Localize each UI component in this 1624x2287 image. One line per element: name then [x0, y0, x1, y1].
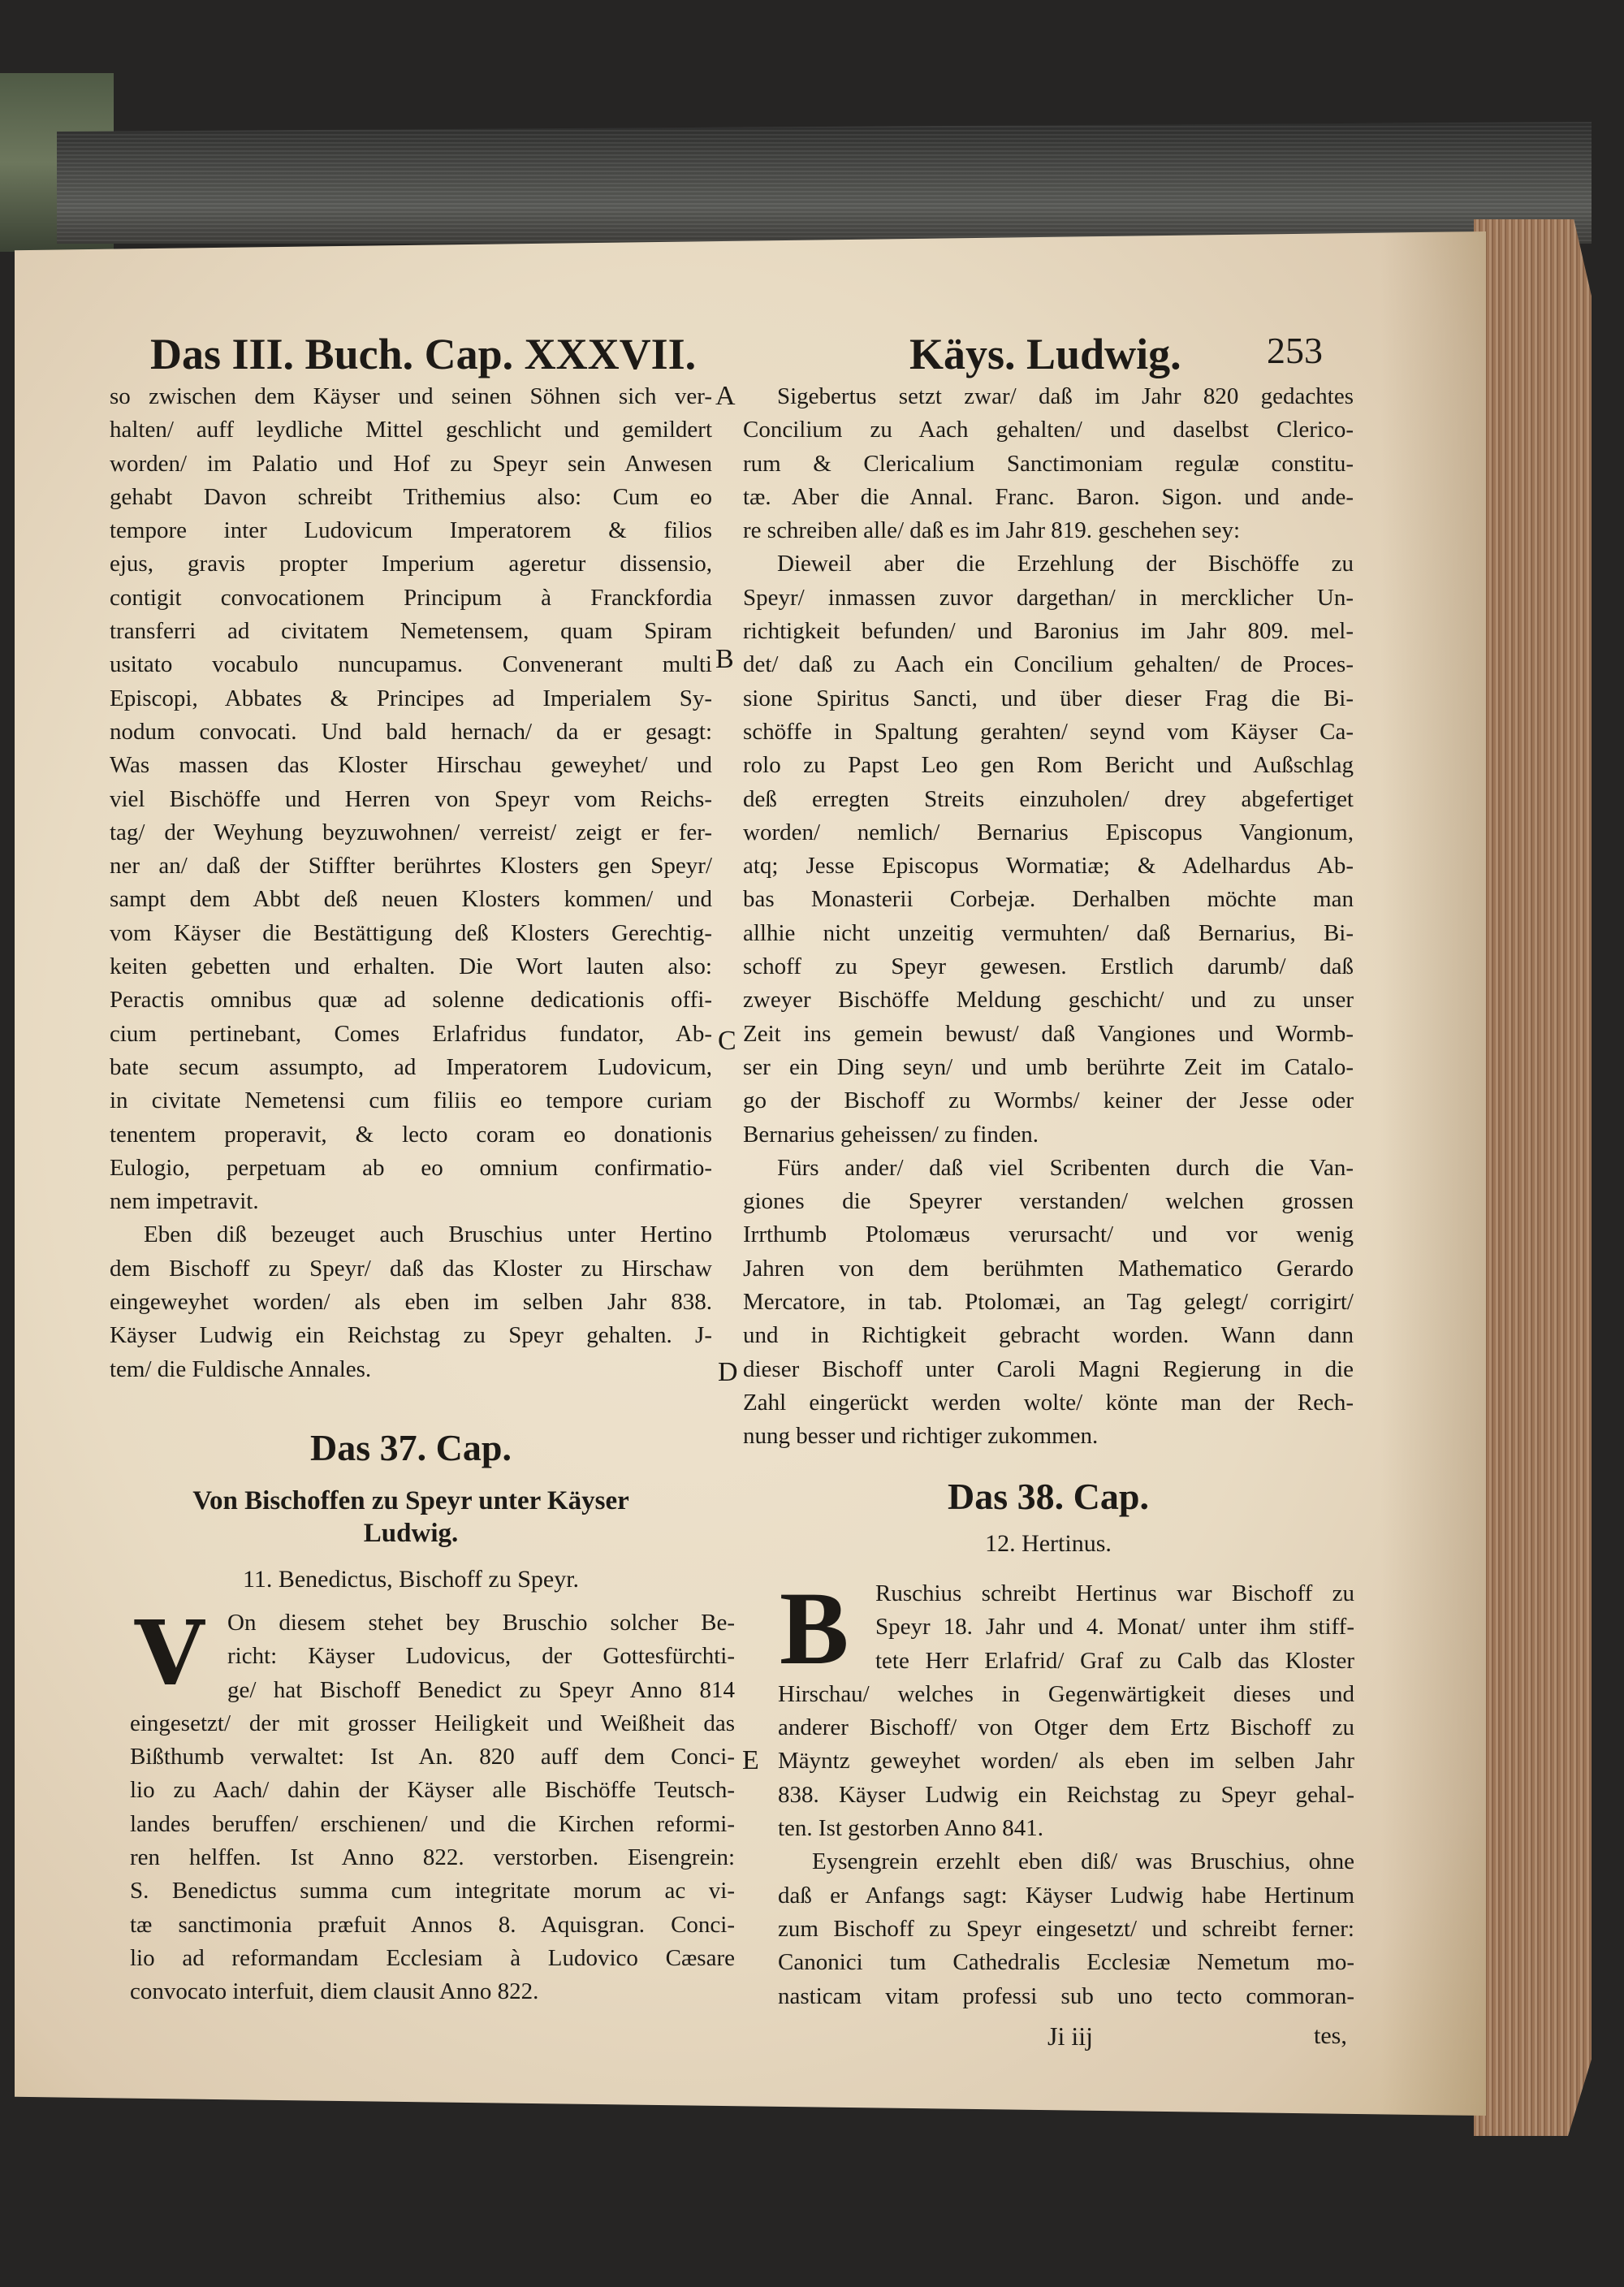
text-line: Mäyntz geweyhet worden/ als eben im selben Jahr [778, 1748, 1354, 1775]
text-line: Zeit ins gemein bewust/ daß Vangiones und Wormb- [743, 1020, 1354, 1047]
left-column-text [110, 380, 712, 1386]
text-line: go der Bischoff zu Wormbs/ keiner der Jesse oder [743, 1087, 1354, 1114]
text-line: daß er Anfangs sagt: Käyser Ludwig habe Hertinum [778, 1882, 1354, 1909]
page-number: 253 [1267, 330, 1323, 371]
text-line: deß erregten Streits einzuholen/ drey abgefertiget [743, 785, 1354, 812]
text-line: sampt dem Abbt deß neuen Klosters kommen/ und [110, 886, 712, 913]
margin-letter-e: E [742, 1745, 759, 1775]
text-line: viel Bischöffe und Herren von Speyr vom Reichs- [110, 785, 712, 812]
text-line: S. Benedictus summa cum integritate morum ac vi- [130, 1878, 735, 1904]
text-line: Zahl eingerückt werden wolte/ könte man der Rech- [743, 1389, 1354, 1416]
text-line: zum Bischoff zu Speyr eingesetzt/ und schreibt ferner: [778, 1915, 1354, 1942]
chapter-38-title: Das 38. Cap. [948, 1476, 1149, 1517]
text-line: ren helffen. Ist Anno 822. verstorben. Eisengrein: [130, 1844, 735, 1871]
drop-cap-b: B [780, 1571, 849, 1686]
text-line: usitato vocabulo nuncupamus. Convenerant multi [110, 651, 712, 678]
text-line: halten/ auff leydliche Mittel geschlicht und gemildert [110, 417, 712, 443]
text-line: Dieweil aber die Erzehlung der Bischöffe zu [777, 551, 1354, 577]
text-line: Bißthumb verwaltet: Ist An. 820 auff dem Conci- [130, 1744, 735, 1770]
text-line: ge/ hat Bischoff Benedict zu Speyr Anno 814 [227, 1676, 735, 1703]
text-line: Was massen das Kloster Hirschau geweyhet/ und [110, 752, 712, 779]
text-line: det/ daß zu Aach ein Concilium gehalten/ de Proces- [743, 651, 1354, 678]
text-line: gehabt Davon schreibt Trithemius also: Cum eo [110, 483, 712, 510]
margin-letter-a: A [715, 381, 736, 411]
catchword: tes, [1314, 2022, 1347, 2049]
text-line: Canonici tum Cathedralis Ecclesiæ Nemetum mo- [778, 1949, 1354, 1976]
text-line: Concilium zu Aach gehalten/ und daselbst Clerico- [743, 417, 1354, 443]
text-line: ten. Ist gestorben Anno 841. [778, 1815, 1044, 1842]
margin-letter-b: B [715, 644, 734, 674]
text-line: Peractis omnibus quæ ad solenne dedicationis offi- [110, 987, 712, 1014]
text-line: anderer Bischoff/ von Otger dem Ertz Bischoff zu [778, 1714, 1354, 1741]
drop-cap-v: V [135, 1601, 205, 1706]
chapter-37-title: Das 37. Cap. [310, 1427, 512, 1468]
text-line: dieser Bischoff unter Caroli Magni Regierung in die [743, 1355, 1354, 1382]
text-line: Eulogio, perpetuam ab eo omnium confirmatio- [110, 1154, 712, 1181]
margin-letter-d: D [718, 1357, 738, 1387]
text-line: Hirschau/ welches in Gegenwärtigkeit dieses und [778, 1680, 1354, 1707]
text-line: Ruschius schreibt Hertinus war Bischoff zu [875, 1580, 1354, 1606]
text-line: schoff zu Speyr gewesen. Erstlich darumb/ daß [743, 953, 1354, 980]
text-line: zweyer Bischöffe Meldung geschicht/ und zu unser [743, 987, 1354, 1014]
text-line: rum & Clericalium Sanctimoniam regulæ constitu- [743, 450, 1354, 477]
text-line: Eysengrein erzehlt eben diß/ was Bruschius, ohne [812, 1848, 1354, 1875]
text-line: 838. Käyser Ludwig ein Reichstag zu Speyr gehal- [778, 1781, 1354, 1808]
chapter-37-text [130, 1601, 735, 2009]
text-line: eingeweyhet worden/ als eben im selben Jahr 838. [110, 1289, 712, 1316]
text-line: dem Bischoff zu Speyr/ daß das Kloster zu Hirschaw [110, 1255, 712, 1282]
text-line: landes beruffen/ erschienen/ und die Kirchen reformi- [130, 1810, 735, 1837]
text-line: Fürs ander/ daß viel Scribenten durch die Van- [777, 1154, 1354, 1181]
text-line: On diesem stehet bey Bruschio solcher Be- [227, 1610, 735, 1636]
text-line: lio ad reformandam Ecclesiam à Ludovico Cæsare [130, 1944, 735, 1971]
text-line: contigit convocationem Principum à Franckfordia [110, 584, 712, 611]
text-line: sione Spiritus Sancti, und über dieser Frag die Bi- [743, 685, 1354, 711]
text-line: Irrthumb Ptolomæus verursacht/ und vor wenig [743, 1221, 1354, 1248]
text-line: nung besser und richtiger zukommen. [743, 1423, 1099, 1450]
text-line: Sigebertus setzt zwar/ daß im Jahr 820 gedachtes [777, 383, 1354, 409]
text-line: atq; Jesse Episcopus Wormatiæ; & Adelhardus Ab- [743, 853, 1354, 880]
text-line: tæ sanctimonia præfuit Annos 8. Aquisgran. Conci- [130, 1911, 735, 1938]
text-line: ejus, gravis propter Imperium ageretur dissensio, [110, 551, 712, 577]
chapter-37-subtitle-cont: Ludwig. [363, 1519, 459, 1548]
signature-mark: Ji iij [1047, 2021, 1094, 2051]
text-line: in civitate Nemetensi cum filiis eo tempore curiam [110, 1087, 712, 1114]
text-line: so zwischen dem Käyser und seinen Söhnen sich ver- [110, 383, 712, 409]
text-line: tag/ der Weyhung beyzuwohnen/ verreist/ zeigt er fer- [110, 819, 712, 845]
text-line: Jahren von dem berühmten Mathematico Gerardo [743, 1255, 1354, 1282]
chapter-38-text [778, 1571, 1354, 2013]
text-line: worden/ nemlich/ Bernarius Episcopus Vangionum, [743, 819, 1354, 845]
text-line: Mercatore, in tab. Ptolomæi, an Tag gelegt/ corrigirt/ [743, 1289, 1354, 1316]
text-line: nodum convocati. Und bald hernach/ da er gesagt: [110, 718, 712, 745]
text-line: lio zu Aach/ dahin der Käyser alle Bischöffe Teutsch- [130, 1777, 735, 1804]
text-line: transferri ad civitatem Nemetensem, quam Spiram [110, 618, 712, 645]
text-line: bas Monasterii Corbejæ. Derhalben möchte man [743, 886, 1354, 913]
text-line: keiten gebetten und erhalten. Die Wort lauten also: [110, 953, 712, 980]
text-line: Speyr 18. Jahr und 4. Monat/ unter ihm stiff- [875, 1614, 1354, 1641]
margin-letter-c: C [718, 1026, 736, 1056]
text-line: eingesetzt/ der mit grosser Heiligkeit und Weißheit das [130, 1710, 735, 1736]
text-line: convocato interfuit, diem clausit Anno 822. [130, 1978, 539, 2005]
text-line: richtigkeit befunden/ und Baronius im Jahr 809. mel- [743, 618, 1354, 645]
text-line: worden/ im Palatio und Hof zu Speyr sein Anwesen [110, 450, 712, 477]
text-line: rolo zu Papst Leo gen Rom Bericht und Außschlag [743, 752, 1354, 779]
book-top-edge [57, 122, 1592, 244]
text-line: vom Käyser die Bestättigung deß Klosters Gerechtig- [110, 919, 712, 946]
text-line: Bernarius geheissen/ zu finden. [743, 1121, 1039, 1148]
text-line: giones die Speyrer verstanden/ welchen grossen [743, 1188, 1354, 1215]
text-line: cium pertinebant, Comes Erlafridus fundator, Ab- [110, 1020, 712, 1047]
text-line: ser ein Ding seyn/ und umb berührte Zeit im Catalo- [743, 1053, 1354, 1080]
chapter-37-subtitle: Von Bischoffen zu Speyr unter Käyser [192, 1486, 629, 1515]
text-line: nasticam vitam professi sub uno tecto commoran- [778, 1982, 1354, 2009]
text-line: allhie nicht unzeitig vermuhten/ daß Bernarius, Bi- [743, 919, 1354, 946]
text-line: bate secum assumpto, ad Imperatorem Ludovicum, [110, 1053, 712, 1080]
text-line: tete Herr Erlafrid/ Graf zu Calb das Kloster [875, 1647, 1354, 1674]
text-line: tenentem properavit, & lecto coram eo donationis [110, 1121, 712, 1148]
text-line: tempore inter Ludovicum Imperatorem & filios [110, 517, 712, 544]
running-title-right: Käys. Ludwig. [909, 330, 1181, 378]
text-line: schöffe in Spaltung gerahten/ seynd vom Käyser Ca- [743, 718, 1354, 745]
text-line: und in Richtigkeit gebracht worden. Wann dann [743, 1322, 1354, 1349]
running-title-left: Das III. Buch. Cap. XXXVII. [150, 330, 697, 378]
bishop-heading-hertinus: 12. Hertinus. [985, 1530, 1112, 1557]
text-line: tem/ die Fuldische Annales. [110, 1355, 372, 1382]
text-line: re schreiben alle/ daß es im Jahr 819. geschehen sey: [743, 517, 1241, 544]
text-line: richt: Käyser Ludovicus, der Gottesfürchti- [227, 1643, 735, 1670]
text-line: Speyr/ inmassen zuvor dargethan/ in mercklicher Un- [743, 584, 1354, 611]
text-line: nem impetravit. [110, 1188, 259, 1215]
page-shading [1380, 231, 1486, 2116]
text-line: tæ. Aber die Annal. Franc. Baron. Sigon. und ande- [743, 483, 1354, 510]
text-line: ner an/ daß der Stiffter berührtes Klosters gen Speyr/ [110, 853, 712, 880]
text-line: Käyser Ludwig ein Reichstag zu Speyr gehalten. J- [110, 1322, 712, 1349]
right-column-text [743, 380, 1354, 1454]
text-line: Eben diß bezeuget auch Bruschius unter Hertino [144, 1221, 712, 1248]
book-fore-edge [1474, 219, 1592, 2136]
bishop-heading-benedictus: 11. Benedictus, Bischoff zu Speyr. [242, 1566, 580, 1593]
text-line: Episcopi, Abbates & Principes ad Imperialem Sy- [110, 685, 712, 711]
